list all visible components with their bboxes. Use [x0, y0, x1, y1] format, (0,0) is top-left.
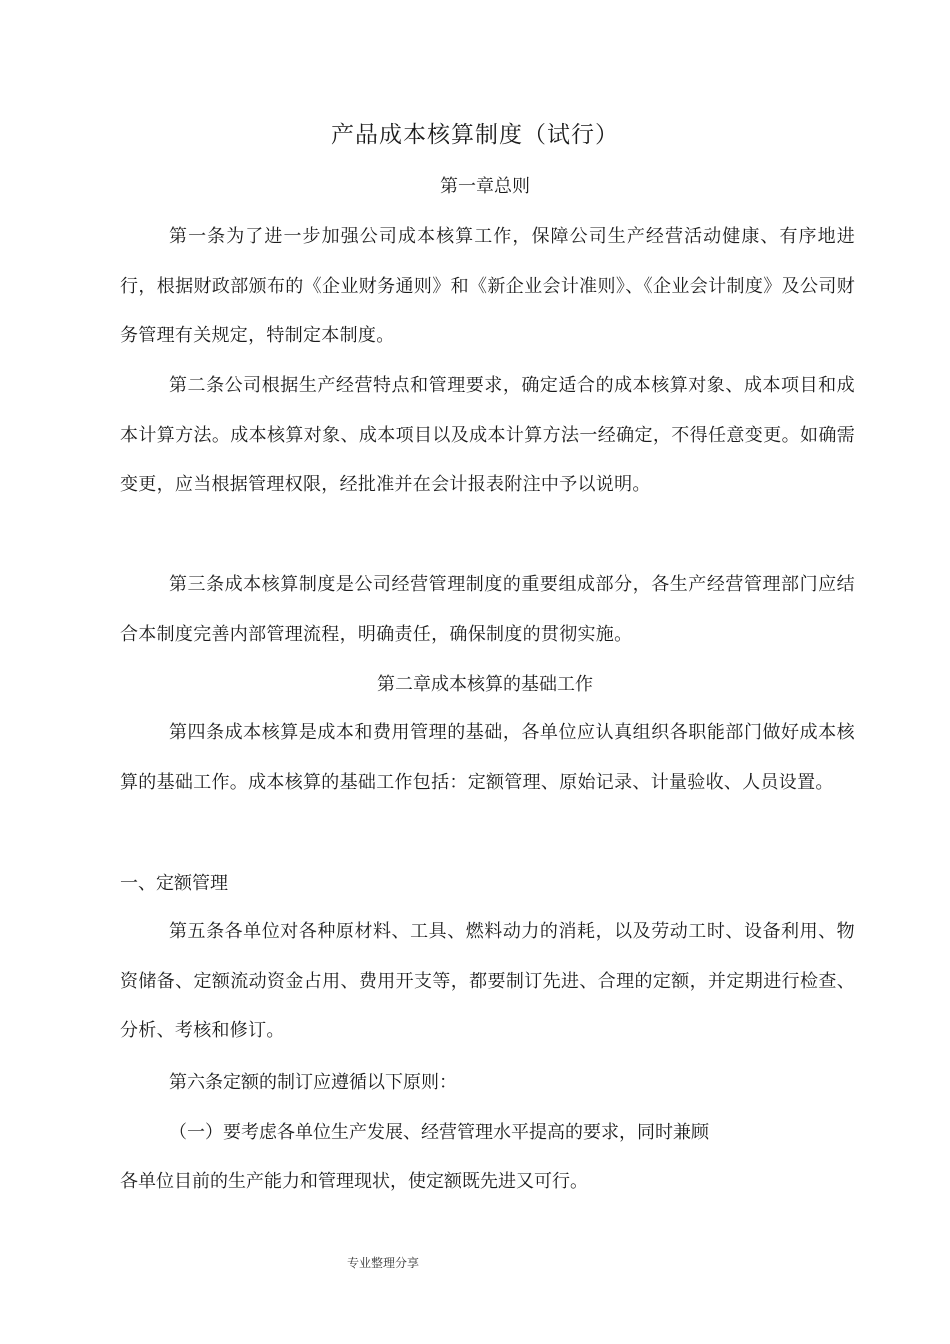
- document-title: 产品成本核算制度（试行）: [331, 122, 619, 148]
- chapter-1-heading: 第一章总则: [440, 176, 530, 197]
- article-2-paragraph: 第二条公司根据生产经营特点和管理要求，确定适合的成本核算对象、成本项目和成本计算方法。成本核算对象、成本项目以及成本计算方法一经确定，不得任意变更。如确需变更，应当根据管理权限，经批准并在会计报表附注中予以说明。: [120, 375, 855, 495]
- principle-1-line-1: （一）要考虑各单位生产发展、经营管理水平提高的要求，同时兼顾: [169, 1122, 709, 1143]
- article-1-paragraph: 第一条为了进一步加强公司成本核算工作，保障公司生产经营活动健康、有序地进行，根据财政部颁布的《企业财务通则》和《新企业会计准则》、《企业会计制度》及公司财务管理有关规定，特制定本制度。: [120, 226, 855, 346]
- section-1-heading: 一、定额管理: [120, 873, 228, 894]
- article-6-paragraph: 第六条定额的制订应遵循以下原则：: [169, 1072, 457, 1093]
- article-3-paragraph: 第三条成本核算制度是公司经营管理制度的重要组成部分，各生产经营管理部门应结合本制度完善内部管理流程，明确责任，确保制度的贯彻实施。: [120, 574, 855, 645]
- article-5-paragraph: 第五条各单位对各种原材料、工具、燃料动力的消耗，以及劳动工时、设备利用、物资储备、定额流动资金占用、费用开支等，都要制订先进、合理的定额，并定期进行检查、分析、考核和修订。: [120, 921, 855, 1041]
- chapter-2-heading: 第二章成本核算的基础工作: [377, 674, 593, 695]
- article-4-paragraph: 第四条成本核算是成本和费用管理的基础，各单位应认真组织各职能部门做好成本核算的基础工作。成本核算的基础工作包括：定额管理、原始记录、计量验收、人员设置。: [120, 722, 855, 793]
- principle-1-line-2: 各单位目前的生产能力和管理现状，使定额既先进又可行。: [120, 1171, 588, 1192]
- footer-note: 专业整理分享: [347, 1256, 420, 1270]
